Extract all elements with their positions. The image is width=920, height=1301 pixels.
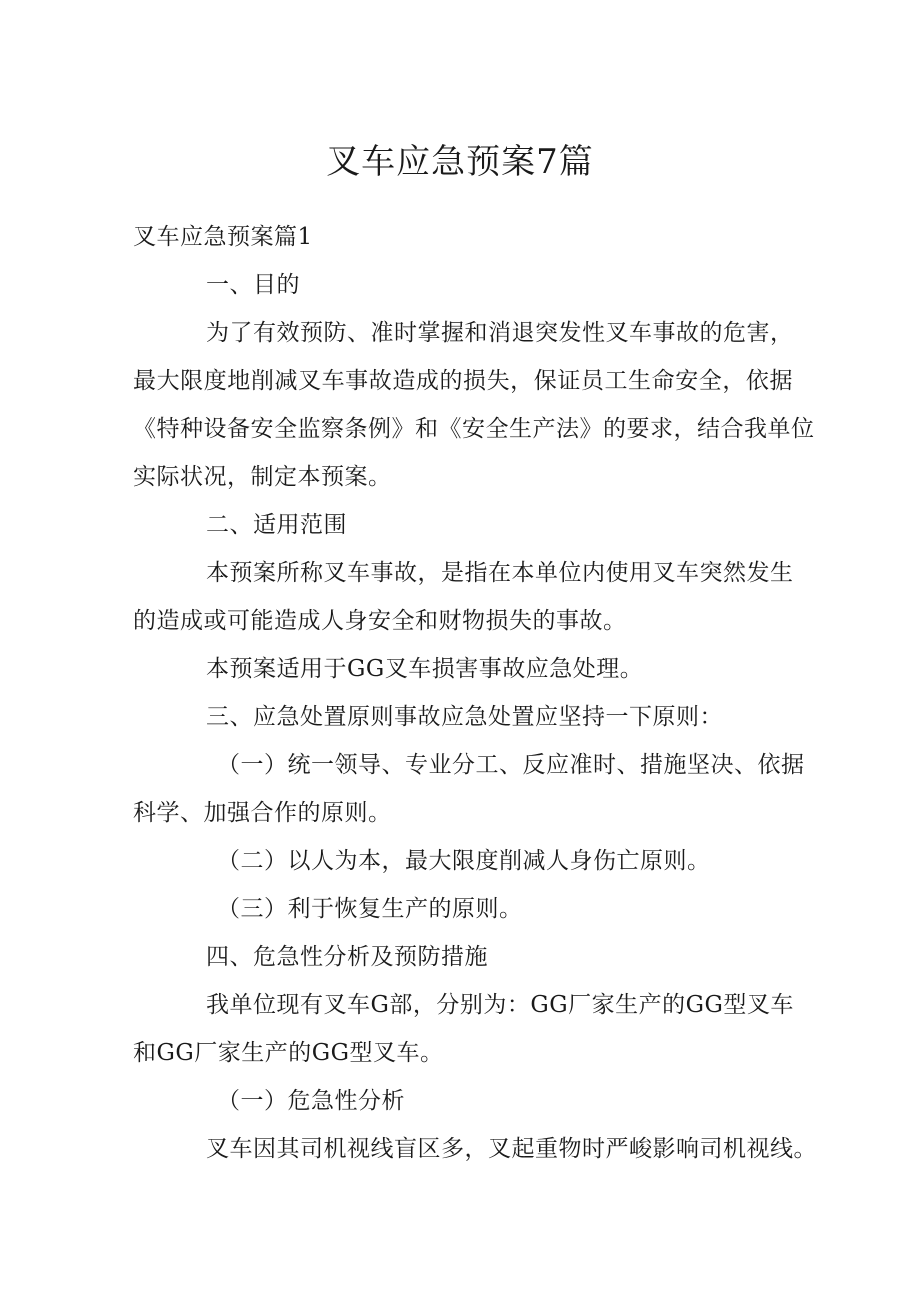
paragraph-line: 和GG厂家生产的GG型叉车。 xyxy=(133,1040,444,1066)
paragraph-line: 科学、加强合作的原则。 xyxy=(133,800,392,826)
subheading: 三、应急处置原则事故应急处置应坚持一下原则： xyxy=(206,704,723,730)
subheading: 四、危急性分析及预防措施 xyxy=(206,944,488,970)
paragraph-line: 最大限度地削减叉车事故造成的损失，保证员工生命安全，依据 xyxy=(133,368,793,394)
paragraph-line: 本预案适用于GG叉车损害事故应急处理。 xyxy=(206,656,644,682)
subheading: （一）危急性分析 xyxy=(217,1088,405,1114)
paragraph-line: 叉车因其司机视线盲区多，叉起重物时严峻影响司机视线。 xyxy=(206,1136,817,1162)
paragraph-line: （三）利于恢复生产的原则。 xyxy=(217,896,523,922)
paragraph-line: 实际状况，制定本预案。 xyxy=(133,464,392,490)
paragraph-line: 为了有效预防、准时掌握和消退突发性叉车事故的危害， xyxy=(206,320,794,346)
subheading: 一、目的 xyxy=(206,272,300,298)
paragraph-line: 本预案所称叉车事故，是指在本单位内使用叉车突然发生 xyxy=(206,560,794,586)
paragraph-line: 的造成或可能造成人身安全和财物损失的事故。 xyxy=(133,608,627,634)
section-heading: 叉车应急预案篇1 xyxy=(133,224,313,250)
document-title: 叉车应急预案7篇 xyxy=(326,142,594,182)
subheading: 二、适用范围 xyxy=(206,512,347,538)
paragraph-line: （二）以人为本，最大限度削减人身伤亡原则。 xyxy=(217,848,711,874)
paragraph-line: （一）统一领导、专业分工、反应准时、措施坚决、依据 xyxy=(217,752,805,778)
paragraph-line: 我单位现有叉车G部，分别为：GG厂家生产的GG型叉车 xyxy=(206,992,794,1018)
paragraph-line: 《特种设备安全监察条例》和《安全生产法》的要求，结合我单位 xyxy=(133,416,815,442)
